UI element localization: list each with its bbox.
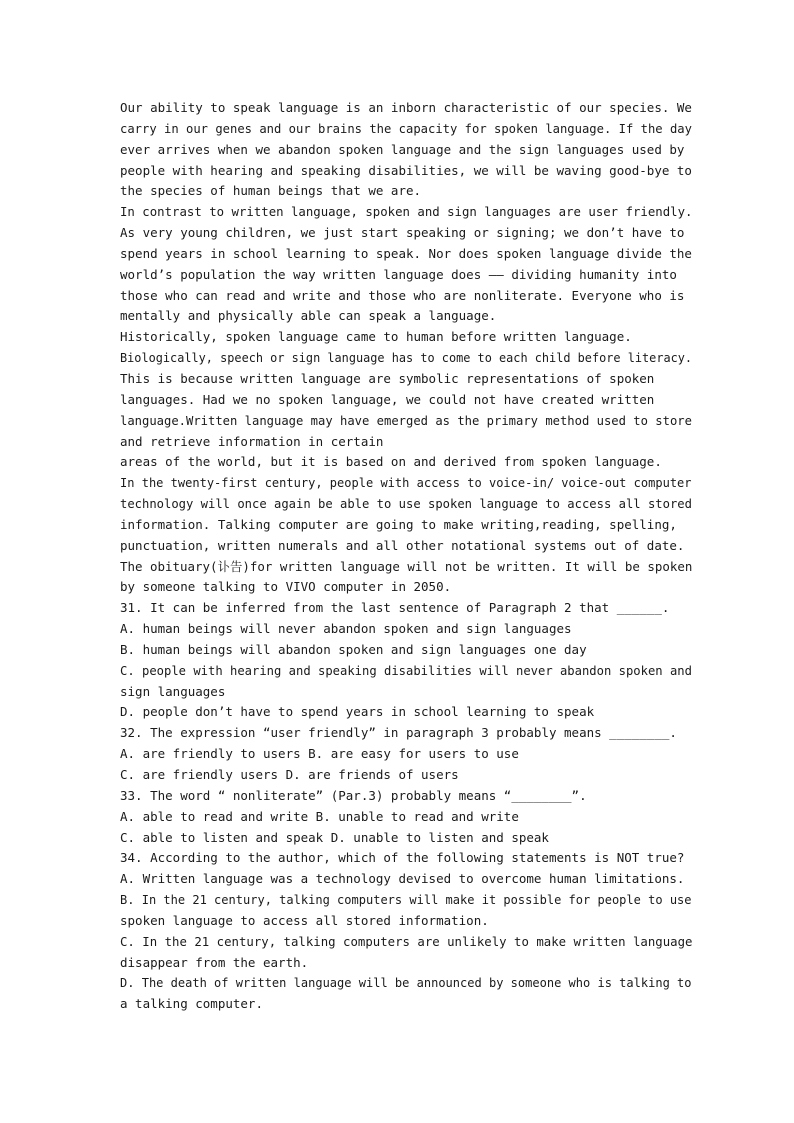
text-line: information. Talking computer are going to make writing,reading, spelling, [120, 516, 677, 532]
text-line: punctuation, written numerals and all other notational systems out of date. [120, 537, 685, 553]
text-line: In the twenty-first century, people with access to voice-in/ voice-out computer [120, 475, 692, 491]
question-34-option-d-cont: a talking computer. [120, 996, 263, 1012]
text-line: The obituary(讣告)for written language will not be written. It will be spoken [120, 558, 693, 574]
text-line: In contrast to written language, spoken and sign languages are user friendly. [120, 204, 693, 220]
text-line: and retrieve information in certain [120, 433, 384, 449]
text-line: by someone talking to VIVO computer in 2050. [120, 579, 452, 595]
text-line: people with hearing and speaking disabilities, we will be waving good-bye to [120, 162, 692, 178]
question-34-option-c: C. In the 21 century, talking computers are unlikely to make written language [120, 933, 693, 949]
text-line: mentally and physically able can speak a language. [120, 308, 497, 324]
text-line: As very young children, we just start speaking or signing; we don’t have to [120, 225, 685, 241]
text-line: technology will once again be able to use spoken language to access all stored [120, 496, 692, 512]
text-line: This is because written language are symbolic representations of spoken [120, 370, 655, 386]
question-31-option-d: D. people don’t have to spend years in school learning to speak [120, 704, 595, 720]
question-34-option-c-cont: disappear from the earth. [120, 954, 309, 970]
text-line: areas of the world, but it is based on and derived from spoken language. [120, 454, 662, 470]
question-33-options-cd: C. able to listen and speak D. unable to listen and speak [120, 829, 549, 845]
question-31: 31. It can be inferred from the last sentence of Paragraph 2 that ______. [120, 600, 670, 616]
question-33: 33. The word “ nonliterate” (Par.3) probably means “________”. [120, 787, 587, 803]
document-page [120, 98, 692, 1015]
text-line: spend years in school learning to speak. Nor does spoken language divide the [120, 245, 692, 261]
question-34-option-b: B. In the 21 century, talking computers will make it possible for people to use [120, 892, 692, 908]
question-31-option-b: B. human beings will abandon spoken and sign languages one day [120, 641, 587, 657]
question-34-option-d: D. The death of written language will be announced by someone who is talking to [120, 975, 692, 991]
text-line: Biologically, speech or sign language has to come to each child before literacy. [120, 350, 693, 366]
text-line: world’s population the way written language does —— dividing humanity into [120, 266, 677, 282]
text-line: Our ability to speak language is an inborn characteristic of our species. We [120, 100, 692, 115]
text-line: carry in our genes and our brains the capacity for spoken language. If the day [120, 120, 692, 136]
text-line: those who can read and write and those who are nonliterate. Everyone who is [120, 287, 685, 303]
question-32: 32. The expression “user friendly” in paragraph 3 probably means ________. [120, 725, 677, 741]
question-34-option-a: A. Written language was a technology devised to overcome human limitations. [120, 871, 685, 887]
text-line: ever arrives when we abandon spoken language and the sign languages used by [120, 141, 685, 157]
question-31-option-c: C. people with hearing and speaking disabilities will never abandon spoken and [120, 662, 692, 678]
text-line: Historically, spoken language came to human before written language. [120, 329, 632, 345]
question-34-option-b-cont: spoken language to access all stored information. [120, 912, 489, 928]
question-32-options-ab: A. are friendly to users B. are easy for users to use [120, 746, 519, 762]
text-line: language.Written language may have emerged as the primary method used to store [120, 412, 692, 428]
question-32-options-cd: C. are friendly users D. are friends of users [120, 767, 459, 782]
text-line: languages. Had we no spoken language, we could not have created written [120, 391, 655, 407]
question-33-options-ab: A. able to read and write B. unable to read and write [120, 808, 519, 824]
text-line: the species of human beings that we are. [120, 183, 422, 199]
question-31-option-a: A. human beings will never abandon spoken and sign languages [120, 621, 572, 637]
question-31-option-c-cont: sign languages [120, 683, 226, 699]
question-34: 34. According to the author, which of the following statements is NOT true? [120, 850, 685, 866]
